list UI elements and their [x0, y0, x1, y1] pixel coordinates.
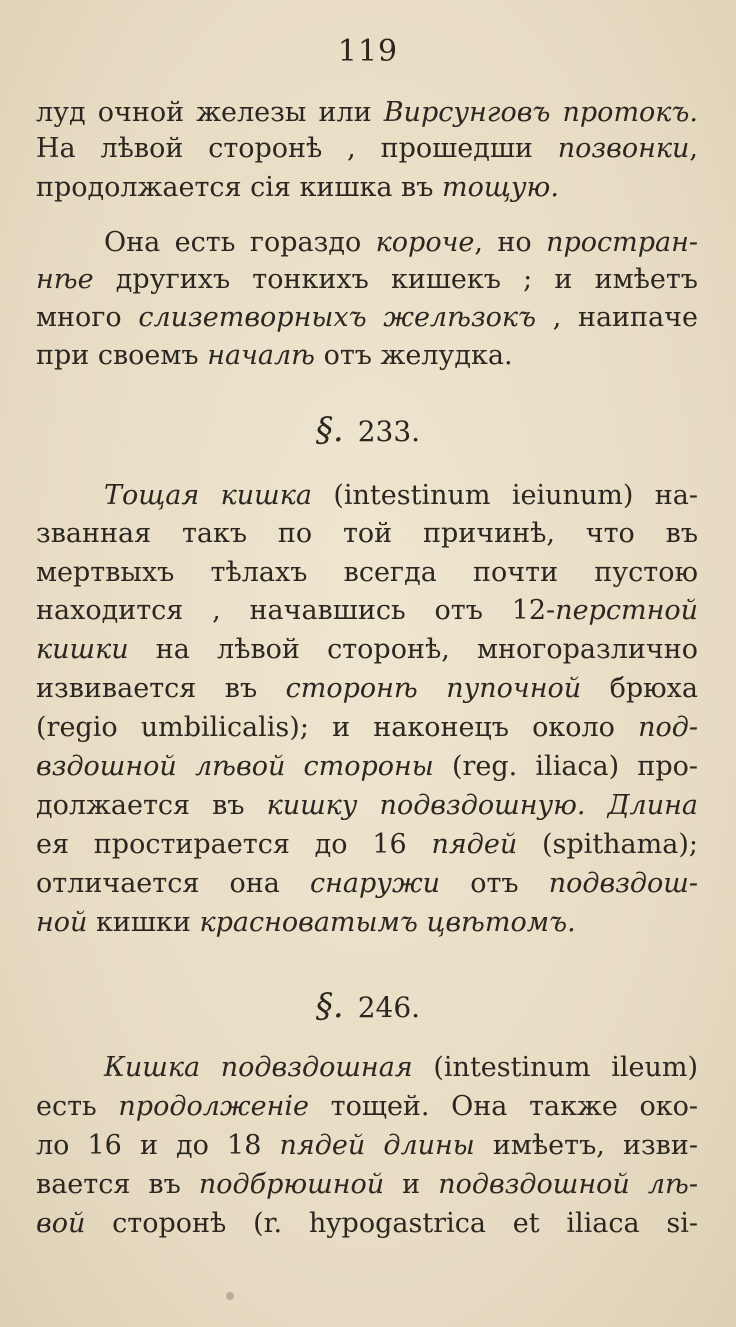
- section-heading: §. 246.: [315, 986, 421, 1026]
- text-line: ло 16 и до 18 пядей длины имѣетъ, изви-: [36, 1130, 698, 1161]
- page-number: 119: [337, 34, 399, 69]
- text-line: вздошной лѣвой стороны (reg. iliaca) про-: [36, 751, 698, 782]
- text-line: вой сторонѣ (r. hypogastrica et iliaca si-: [36, 1208, 698, 1239]
- text-line: должается въ кишку подвздошную. Длина: [36, 790, 698, 821]
- section-heading: §. 233.: [315, 410, 421, 450]
- text-line: Кишка подвздошная (intestinum ileum): [104, 1052, 698, 1083]
- paper-blemish: [226, 1292, 234, 1300]
- text-line: находится , начавшись отъ 12-перстной: [36, 595, 698, 626]
- text-line: много слизетворныхъ желѣзокъ , наипаче: [36, 302, 698, 333]
- text-line: званная такъ по той причинѣ, что въ: [36, 518, 698, 549]
- text-line: нѣе другихъ тонкихъ кишекъ ; и имѣетъ: [36, 264, 698, 295]
- text-line: (regio umbilicalis); и наконецъ около под-: [36, 712, 698, 743]
- text-line: кишки на лѣвой сторонѣ, многоразлично: [36, 634, 698, 665]
- text-line: при своемъ началѣ отъ желудка.: [36, 340, 513, 371]
- text-line: есть продолженіе тощей. Она также око-: [36, 1091, 698, 1122]
- text-line: Тощая кишка (intestinum ieiunum) на-: [104, 480, 698, 511]
- text-line: отличается она снаружи отъ подвздош-: [36, 868, 698, 899]
- text-line: продолжается сія кишка въ тощую.: [36, 172, 559, 203]
- text-line: На лѣвой сторонѣ , прошедши позвонки,: [36, 133, 698, 164]
- text-line: извивается въ сторонѣ пупочной брюха: [36, 673, 698, 704]
- text-line: мертвыхъ тѣлахъ всегда почти пустою: [36, 557, 698, 588]
- text-line: ной кишки красноватымъ цвѣтомъ.: [36, 907, 576, 938]
- text-line: вается въ подбрюшной и подвздошной лѣ-: [36, 1169, 698, 1200]
- text-line: ея простирается до 16 пядей (spithama);: [36, 829, 698, 860]
- text-line: Она есть гораздо короче, но простран-: [104, 227, 699, 258]
- text-line: луд очной железы или Вирсунговъ протокъ.: [36, 97, 698, 128]
